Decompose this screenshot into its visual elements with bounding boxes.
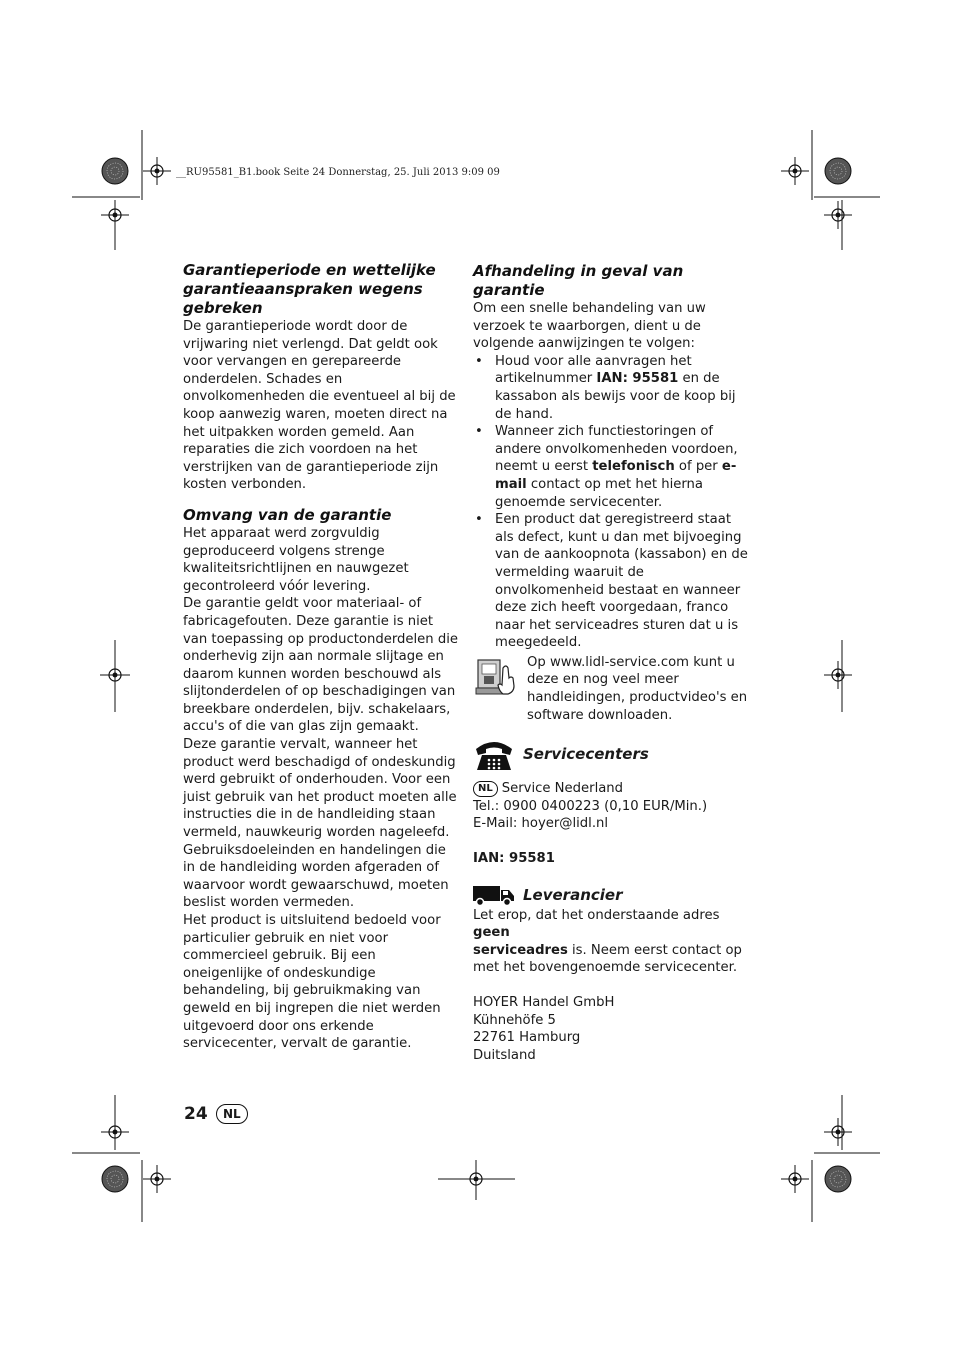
warranty-scope-p1: Het apparaat werd zorgvuldig geproduceerd volgens strenge kwaliteitsrichtlijnen en nauwgezet gecontroleerd vóór levering. (183, 525, 409, 594)
supplier-heading: Leverancier (523, 885, 623, 904)
heading-warranty-handling: Afhandeling in geval van garantie (473, 262, 684, 299)
bullet-2-phone: telefonisch (592, 459, 675, 475)
ian-number: IAN: 95581 (473, 851, 555, 867)
bullet-icon: • (475, 353, 483, 369)
bullet-2-email: e-mail (495, 459, 737, 492)
warranty-period-text: De garantieperiode wordt door de vrijwaring niet verlengd. Dat geldt ook voor vervangen en gerepareerde onderdelen. Schades en onvolkomenheden die eventueel al bij de koop aanwezig waren, moeten direct na het uitpakken worden gemeld. Aan reparaties die zich voordoen na het verstrijken van de garantieperiode zijn kosten verbonden. (183, 319, 456, 493)
bullet-2-text-a: Wanneer zich functiestoringen of andere onvolkomenheden voordoen, neemt u eerst (495, 424, 738, 475)
warranty-scope-p3: Deze garantie vervalt, wanneer het product werd beschadigd of ondeskundig werd gebruikt of onderhouden. Voor een juist gebruik van het product moeten alle instructies die in de handleiding staan vermeld, nauwkeurig worden nageleefd. Gebruiksdoeleinden en handelingen die in de handleiding worden afgeraden of waarvoor wordt gewaarschuwd, moeten beslist worden vermeden. (183, 737, 457, 911)
address-street: Kühnehöfe 5 (473, 1012, 556, 1028)
service-nl-name: Service Nederland (501, 781, 624, 797)
heading-warranty-scope: Omvang van de garantie (183, 505, 392, 524)
supplier-note-bold-geen: geen (473, 925, 510, 941)
supplier-note-bold-serviceadres: serviceadres (473, 942, 568, 958)
bullet-1-text-b: en de kassabon als bewijs voor de koop bij de hand. (495, 371, 736, 422)
crop-lines (72, 130, 880, 1222)
supplier-note-a: Let erop, dat het onderstaande adres (473, 907, 720, 923)
web-info-text: Op www.lidl-service.com kunt u deze en nog veel meer handleidingen, productvideo's en software downloaden. (527, 654, 748, 723)
service-email: E-Mail: hoyer@lidl.nl (473, 816, 609, 832)
language-badge: NL (216, 1104, 248, 1124)
address-city: 22761 Hamburg (473, 1030, 581, 1046)
bullet-1-text-a: Houd voor alle aanvragen het artikelnummer (495, 353, 692, 387)
nl-country-badge: NL (473, 781, 498, 797)
servicecenters-heading: Servicecenters (523, 745, 649, 764)
bullet-2-text-b: of per (674, 459, 722, 475)
warranty-scope-p2: De garantie geldt voor materiaal- of fabricagefouten. Deze garantie is niet van toepassing op productonderdelen die onderhevig zijn aan normale slijtage en daarom kunnen worden beschouwd als slijtonderdelen of op beschadigingen van breekbare onderdelen, bijv. schakelaars, accu's of die van glas zijn gemaakt. (183, 596, 458, 735)
bullet-1-ian: IAN: 95581 (596, 371, 679, 387)
supplier-note-b: is. Neem eerst contact op met het bovengenoemde servicecenter. (473, 942, 742, 976)
file-header-line: __RU95581_B1.book Seite 24 Donnerstag, 25. Juli 2013 9:09 09 (176, 167, 500, 178)
address-company: HOYER Handel GmbH (473, 995, 615, 1010)
address-country: Duitsland (473, 1047, 536, 1063)
warranty-scope-p4: Het product is uitsluitend bedoeld voor particulier gebruik en niet voor commercieel gebruik. Bij een oneigenlijke of ondeskundige behandeling, bij gebruikmaking van geweld en bij ingrepen die niet werden uitgevoerd door ons erkende servicecenter, vervalt de garantie. (183, 913, 441, 1052)
warranty-handling-intro: Om een snelle behandeling van uw verzoek te waarborgen, dient u de volgende aanwijzingen te volgen: (473, 301, 706, 352)
bullet-icon: • (475, 424, 483, 440)
service-phone: Tel.: 0900 0400223 (0,10 EUR/Min.) (473, 798, 708, 814)
bullet-3-text: Een product dat geregistreerd staat als defect, kunt u dan met bijvoeging van de aankoopnota (kassabon) en de vermelding waaruit de onvolkomenheid bestaat en wanneer deze zich heeft voorgedaan, franco naar het serviceadres sturen dat u is meegedeeld. (495, 512, 748, 651)
heading-warranty-period: Garantieperiode en wettelijke garantieaanspraken wegens gebreken (183, 261, 436, 317)
page-number: 24 (184, 1104, 208, 1124)
bullet-2-text-c: contact op met het hierna genoemde servicecenter. (495, 476, 703, 510)
bullet-icon: • (475, 512, 483, 528)
